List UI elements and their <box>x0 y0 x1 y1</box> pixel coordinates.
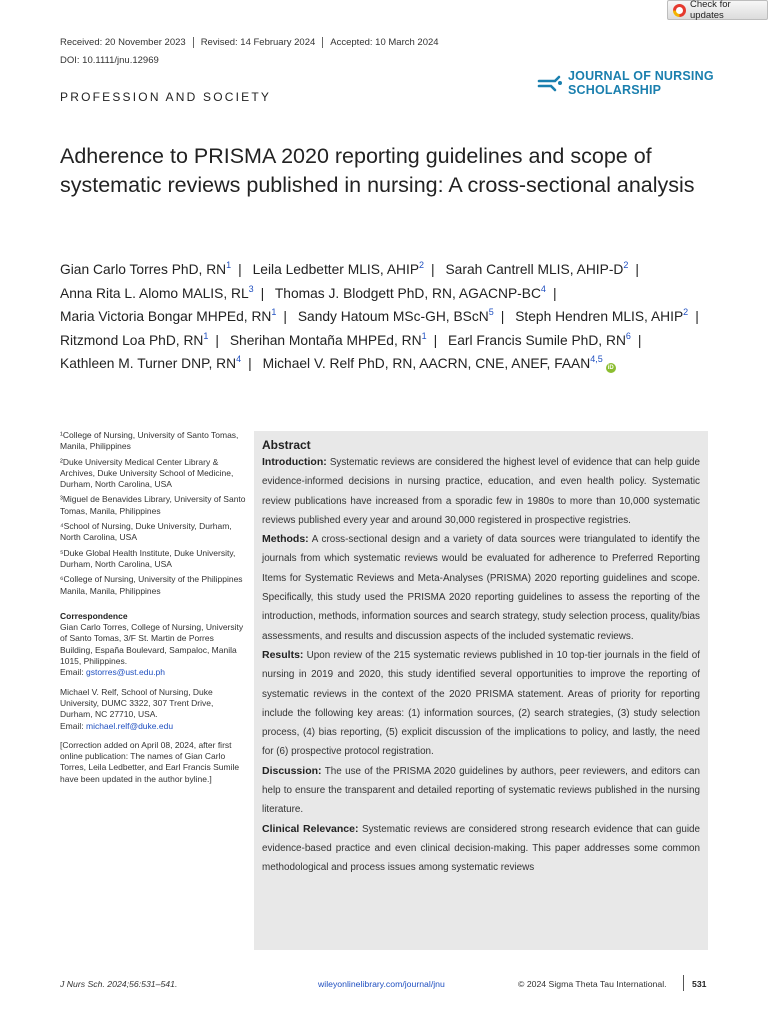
email-label: Email: <box>60 720 86 731</box>
email-link[interactable]: michael.relf@duke.edu <box>85 720 174 731</box>
correspondence-heading: Correspondence <box>60 610 128 621</box>
correspondence-entry <box>60 687 248 732</box>
author-list: Gian Carlo Torres PhD, $RN^1$ | Leila Ledbetter MLIS, AHIP$^2$ | Sarah Cantrell MLIS, AHIP-$D^2$ | Anna Rita L. Alomo MALIS, $RL^3$ | Thomas J. Blodgett PhD, RN, AGACNP-$BC^4$ | Maria Victoria Bongar MHPEd, $RN^1$ | Sandy Hatoum MSc-GH, BScN$^5$ | Steph Hendren MLIS, AHIP$^2$ | Ritzmond Loa PhD, $RN^1$ | Sherihan Montaña MHPEd, $RN^1$ | Earl Francis Sumile PhD, $RN^6$ | Kathleen M. Turner DNP, $RN^4$ | Michael V. Relf PhD, RN, AACRN, CNE, ANEF, FAAN$^{4,5}$iD <box>60 260 699 372</box>
received-date: Received: 20 November 2023 <box>60 37 186 48</box>
accepted-date: Accepted: 10 March 2024 <box>330 37 439 48</box>
author[interactable]: Sarah Cantrell MLIS, AHIP-$D^2$ <box>445 260 629 277</box>
check-for-updates-button[interactable] <box>667 0 768 20</box>
journal-url-link[interactable]: wileyonlinelibrary.com/journal/jnu <box>318 979 445 989</box>
copyright: © 2024 Sigma Theta Tau International. <box>518 979 667 989</box>
article-title: Adherence to PRISMA 2020 reporting guidelines and scope of systematic reviews published in nursing: A cross-sectional analysis <box>60 144 695 197</box>
journal-citation: J Nurs Sch. 2024;56:531–541. <box>60 979 178 989</box>
author[interactable]: Ritzmond Loa PhD, $RN^1$ <box>60 330 209 348</box>
abstract-section: Results: Upon review of the 215 systematic reviews published in 10 top-tier journals in the field of nursing in 2019 and 2020, this study identified several opportunities to improve the reporting of systematic reviews in the context of the 2020 PRISMA statement. Areas of priority for reporting include the following key areas: (1) information sources, (2) search strategies, (3) study selection process, (4) bias reporting, (5) explicit discussion of the implications to policy, and lastly, the need for (6) prospective protocol registration. <box>262 648 700 758</box>
email-label: Email: <box>60 667 86 678</box>
doi: DOI: 10.1111/jnu.12969 <box>60 55 159 66</box>
check-for-updates-label: Check for updates <box>690 0 731 21</box>
author[interactable]: Sandy Hatoum MSc-GH, BScN$^5$ <box>297 307 494 325</box>
correspondence-address: Michael V. Relf, School of Nursing, Duke University, DUMC 3322, 307 Trent Drive, Durham, NC 27710, USA. <box>60 686 214 720</box>
section-heading: PROFESSION AND SOCIETY <box>60 90 272 104</box>
affiliation: ⁵Duke Global Health Institute, Duke University, Durham, North Carolina, USA <box>60 547 236 569</box>
correction-note: [Correction added on April 08, 2024, after first online publication: The names of Gian Carlo Torres, Leila Ledbetter, and Earl Francis Sumile have been updated in the author byline.] <box>60 739 240 784</box>
date-separator <box>193 37 194 48</box>
author[interactable]: Thomas J. Blodgett PhD, RN, AGACNP-$BC^4$ <box>274 283 546 301</box>
author[interactable]: Michael V. Relf PhD, RN, AACRN, CNE, ANEF, FAAN$^{4,5}$iD <box>262 354 614 372</box>
abstract-section: Clinical Relevance: Systematic reviews are considered strong research evidence that can guide evidence-based practice and even clinical decision-making. This paper addresses some common methodological and process issues among systematic reviews <box>262 822 700 874</box>
author[interactable]: Leila Ledbetter MLIS, AHIP$^2$ <box>252 260 425 277</box>
date-separator <box>322 37 323 48</box>
correspondence-entry <box>60 622 248 678</box>
author[interactable]: Anna Rita L. Alomo MALIS, $RL^3$ <box>60 283 254 301</box>
footer-divider <box>683 975 684 991</box>
affiliations-column <box>60 430 248 785</box>
author[interactable]: Maria Victoria Bongar MHPEd, $RN^1$ <box>60 307 277 325</box>
author[interactable]: Gian Carlo Torres PhD, $RN^1$ <box>60 260 232 277</box>
abstract-section: Discussion: The use of the PRISMA 2020 guidelines by authors, peer reviewers, and editors can help to ensure the transparent and detailed reporting of systematic reviews published in the nursing literature. <box>262 764 700 816</box>
abstract-box <box>254 431 708 950</box>
affiliation: ³Miguel de Benavides Library, University of Santo Tomas, Manila, Philippines <box>60 494 246 516</box>
abstract-section: Methods: A cross-sectional design and a variety of data sources were triangulated to identify the journals from which systematic reviews would be evaluated for adherence to Preferred Reporting Items for Systematic Reviews and Meta-Analyses (PRISMA) 2020 reporting guidelines and scope. Specifically, this study used the PRISMA 2020 reporting guidelines to assess the reporting of the introduction, methods, information sources and search strategy, study selection process, quality/bias assessments, and results and discussion aspects of the included systematic reviews. <box>262 533 700 642</box>
affiliation: ¹College of Nursing, University of Santo Tomas, Manila, Philippines <box>60 430 239 452</box>
article-dates <box>60 37 439 48</box>
author[interactable]: Kathleen M. Turner DNP, $RN^4$ <box>60 354 242 372</box>
author[interactable]: Earl Francis Sumile PhD, $RN^6$ <box>448 330 631 348</box>
abstract-section: Introduction: Systematic reviews are considered the highest level of evidence that can help guide evidence-informed decisions in nursing practice, education, and even health policy. Systematic review publications have increased from a sporadic few in 1980s to more than 10,000 systematic reviews published every year and around 30,000 registered in prospective registries. <box>262 456 700 526</box>
affiliation: ²Duke University Medical Center Library & Archives, Duke University School of Medicine, Durham, North Carolina, USA <box>60 456 234 490</box>
affiliation: ⁴School of Nursing, Duke University, Durham, North Carolina, USA <box>60 521 232 543</box>
affiliation: ⁶College of Nursing, University of the Philippines Manila, Manila, Philippines <box>60 574 243 596</box>
page-number: 531 <box>692 979 707 989</box>
abstract-heading: Abstract <box>262 438 311 452</box>
journal-logo-icon <box>537 70 563 96</box>
crossmark-icon <box>673 4 686 17</box>
author[interactable]: Sherihan Montaña MHPEd, $RN^1$ <box>229 330 427 348</box>
journal-logo <box>537 69 714 97</box>
journal-name-line2: SCHOLARSHIP <box>568 83 662 97</box>
correspondence-address: Gian Carlo Torres, College of Nursing, University of Santo Tomas, 3/F St. Martin de Porres Building, España Boulevard, Sampaloc, Manila 1015, Philippines. <box>60 622 244 667</box>
email-link[interactable]: gstorres@ust.edu.ph <box>85 667 166 678</box>
journal-name-line1: JOURNAL OF NURSING <box>568 69 714 83</box>
author[interactable]: Steph Hendren MLIS, AHIP$^2$ <box>515 307 689 325</box>
orcid-icon[interactable]: iD <box>607 365 614 372</box>
revised-date: Revised: 14 February 2024 <box>200 37 316 48</box>
